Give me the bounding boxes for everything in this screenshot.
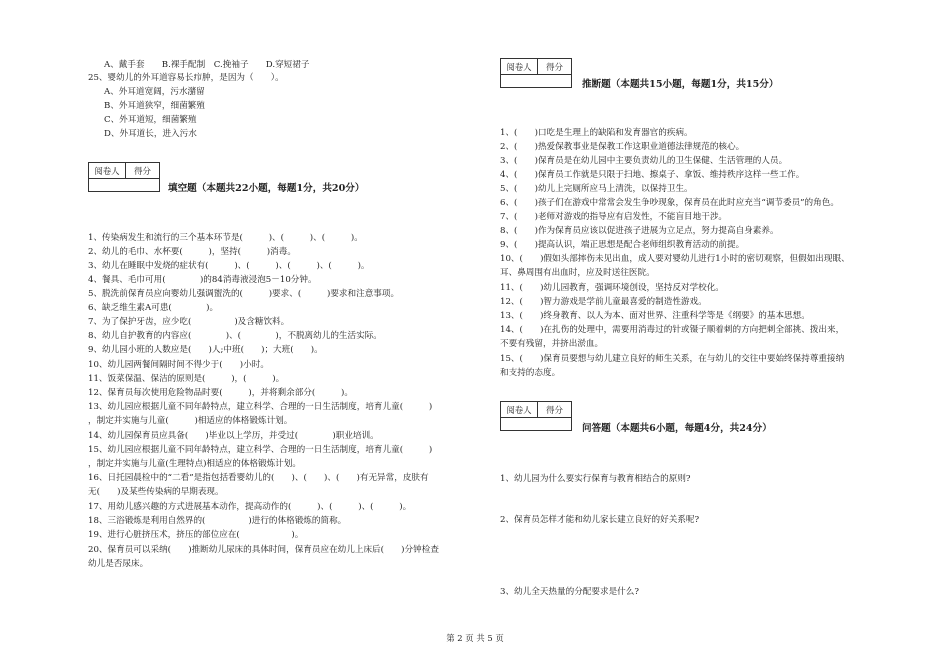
fill-item: 13、幼儿园应根据儿童不同年龄特点，建立科学、合理的一日生活制度，培育儿童( )	[88, 402, 433, 412]
fill-item: 11、饭菜保温、保洁的原则是( )，( )。	[88, 374, 285, 384]
fill-item: 17、用幼儿感兴趣的方式进展基本动作，提高动作的( )、( )、( )。	[88, 502, 412, 512]
question-line: 25、婴幼儿的外耳道容易长疖肿，是因为（ ）。	[88, 73, 284, 83]
option-line: B、外耳道狭窄，细菌繁殖	[104, 101, 205, 111]
score-label: 得分	[134, 165, 151, 176]
fill-item: 无( )及某些传染病的早期表现。	[88, 487, 224, 497]
fill-item: 14、幼儿园保育员应具备( )毕业以上学历，并受过( )职业培训。	[88, 431, 379, 441]
fill-item: 12、保育员每次使用危险物品时要( )，并将剩余部分( )。	[88, 388, 353, 398]
judge-item: 不要有残留，并挤出淤血。	[500, 339, 604, 349]
reviewer-label: 阅卷人	[501, 59, 538, 74]
fill-item: 19、进行心脏挤压术，挤压的部位应在( )。	[88, 530, 304, 540]
judge-item: 8、( )作为保育员应该以促进孩子进展为立足点，努力提高自身素养。	[500, 226, 779, 236]
judge-item: 4、( )保育员工作就是只限于扫地、擦桌子、拿饭、维持秩序这样一些工作。	[500, 170, 805, 180]
fill-item: 3、幼儿在睡眠中发烧的症状有( )、( )、( )、( )。	[88, 261, 370, 271]
judge-item: 15、( )保育员要想与幼儿建立良好的师生关系，在与幼儿的交往中要始终保持尊重接纳	[500, 354, 845, 364]
judge-item: 12、( )智力游戏是学前儿童最喜爱的制造性游戏。	[500, 297, 707, 307]
score-blank	[88, 177, 160, 192]
score-label: 得分	[546, 61, 563, 72]
fill-item: ，制定并实施与儿童(生理特点)相适应的体格锻炼计划。	[88, 459, 301, 469]
score-blank	[500, 73, 572, 88]
fill-item: 7、为了保护牙齿，应少吃( )及含糖饮料。	[88, 317, 290, 327]
judge-item: 13、( )终身教育、以人为本、面对世界、注重科学等是《纲要》的基本思想。	[500, 311, 810, 321]
judge-item: 14、( )在扎伤的处理中，需要用消毒过的针或镊子顺着刺的方向把刺全部挑、拨出来，	[500, 325, 845, 335]
judge-item: 3、( )保育员是在幼儿园中主要负责幼儿的卫生保健、生活管理的人员。	[500, 156, 788, 166]
qa-item: 3、幼儿全天热量的分配要求是什么?	[500, 587, 639, 597]
fill-item: ，制定并实施与儿童( )相适应的体格锻炼计划。	[88, 416, 293, 426]
qa-item: 1、幼儿园为什么要实行保育与教育相结合的原则?	[500, 474, 691, 484]
judge-item: 9、( )提高认识，端正思想是配合老师组织教育活动的前提。	[500, 240, 745, 250]
fill-item: 16、日托园晨检中的“二看”是指包括看婴幼儿的( )、( )、( )有无异常，皮肤有	[88, 473, 429, 483]
judge-item: 和支持的态度。	[500, 368, 561, 378]
option-line: C、外耳道短，细菌繁殖	[104, 115, 197, 125]
option-line: A、戴手套 B.裸手配制 C.挽袖子 D.穿短裙子	[104, 60, 310, 70]
fill-item: 15、幼儿园应根据儿童不同年龄特点，建立科学、合理的一日生活制度，培育儿童( )	[88, 445, 433, 455]
fill-item: 8、幼儿自护教育的内容应( )、( )，不脱离幼儿的生活实际。	[88, 331, 382, 341]
section-title-qa: 问答题（本题共6小题，每题4分，共24分）	[582, 423, 772, 434]
option-line: A、外耳道宽阔，污水潴留	[104, 87, 205, 97]
section-title-judge: 推断题（本题共15小题，每题1分，共15分）	[582, 79, 779, 90]
qa-item: 2、保育员怎样才能和幼儿家长建立良好的好关系呢?	[500, 515, 700, 525]
section-title-fill: 填空题（本题共22小题，每题1分，共20分）	[168, 183, 365, 194]
fill-item: 6、缺乏维生素A可患( )。	[88, 303, 219, 313]
fill-item: 20、保育员可以采纳( )推断幼儿尿床的具体时间，保育员应在幼儿上床后( )分钟检查	[88, 545, 439, 555]
fill-item: 幼儿是否尿床。	[88, 559, 149, 569]
judge-item: 1、( )口吃是生理上的缺陷和发育器官的疾病。	[500, 128, 693, 138]
judge-item: 耳、鼻周围有出血时，应及时送往医院。	[500, 268, 655, 278]
fill-item: 5、脱洗前保育员应向婴幼儿强调盥洗的( )要求、( )要求和注意事项。	[88, 289, 400, 299]
judge-item: 5、( )幼儿上完厕所应马上清洗，以保持卫生。	[500, 184, 693, 194]
fill-item: 18、三浴锻炼是利用自然界的( )进行的体格锻炼的简称。	[88, 516, 347, 526]
reviewer-label: 阅卷人	[89, 163, 126, 178]
score-blank	[500, 416, 572, 431]
reviewer-label: 阅卷人	[501, 402, 538, 417]
judge-item: 7、( )老师对游戏的指导应有启发性，不能盲目地干涉。	[500, 212, 728, 222]
judge-item: 10、( )假如头部摔伤未见出血，成人要对婴幼儿进行1小时的密切观察，但假如出现眼、	[500, 254, 850, 264]
judge-item: 2、( )热爱保教事业是保教工作这职业道德法律规范的核心。	[500, 142, 745, 152]
fill-item: 9、幼儿园小班的人数应是( )人;中班( )；大班( )。	[88, 345, 323, 355]
judge-item: 11、( )幼儿园教育，强调环境创设，坚持反对学校化。	[500, 283, 724, 293]
fill-item: 4、餐具、毛巾可用( )的84消毒液浸泡5－10分钟。	[88, 275, 317, 285]
page-footer: 第 2 页 共 5 页	[446, 633, 504, 643]
fill-item: 1、传染病发生和流行的三个基本环节是( )、( )、( )。	[88, 233, 363, 243]
judge-item: 6、( )孩子们在游戏中常常会发生争吵现象，保育员在此时应充当“调节委员”的角色。	[500, 198, 839, 208]
fill-item: 10、幼儿园两餐间隔时间不得少于( )小时。	[88, 360, 269, 370]
fill-item: 2、幼儿的毛巾、水杯要( )，坚持( )消毒。	[88, 247, 296, 257]
option-line: D、外耳道长，进入污水	[104, 129, 197, 139]
score-label: 得分	[546, 404, 563, 415]
